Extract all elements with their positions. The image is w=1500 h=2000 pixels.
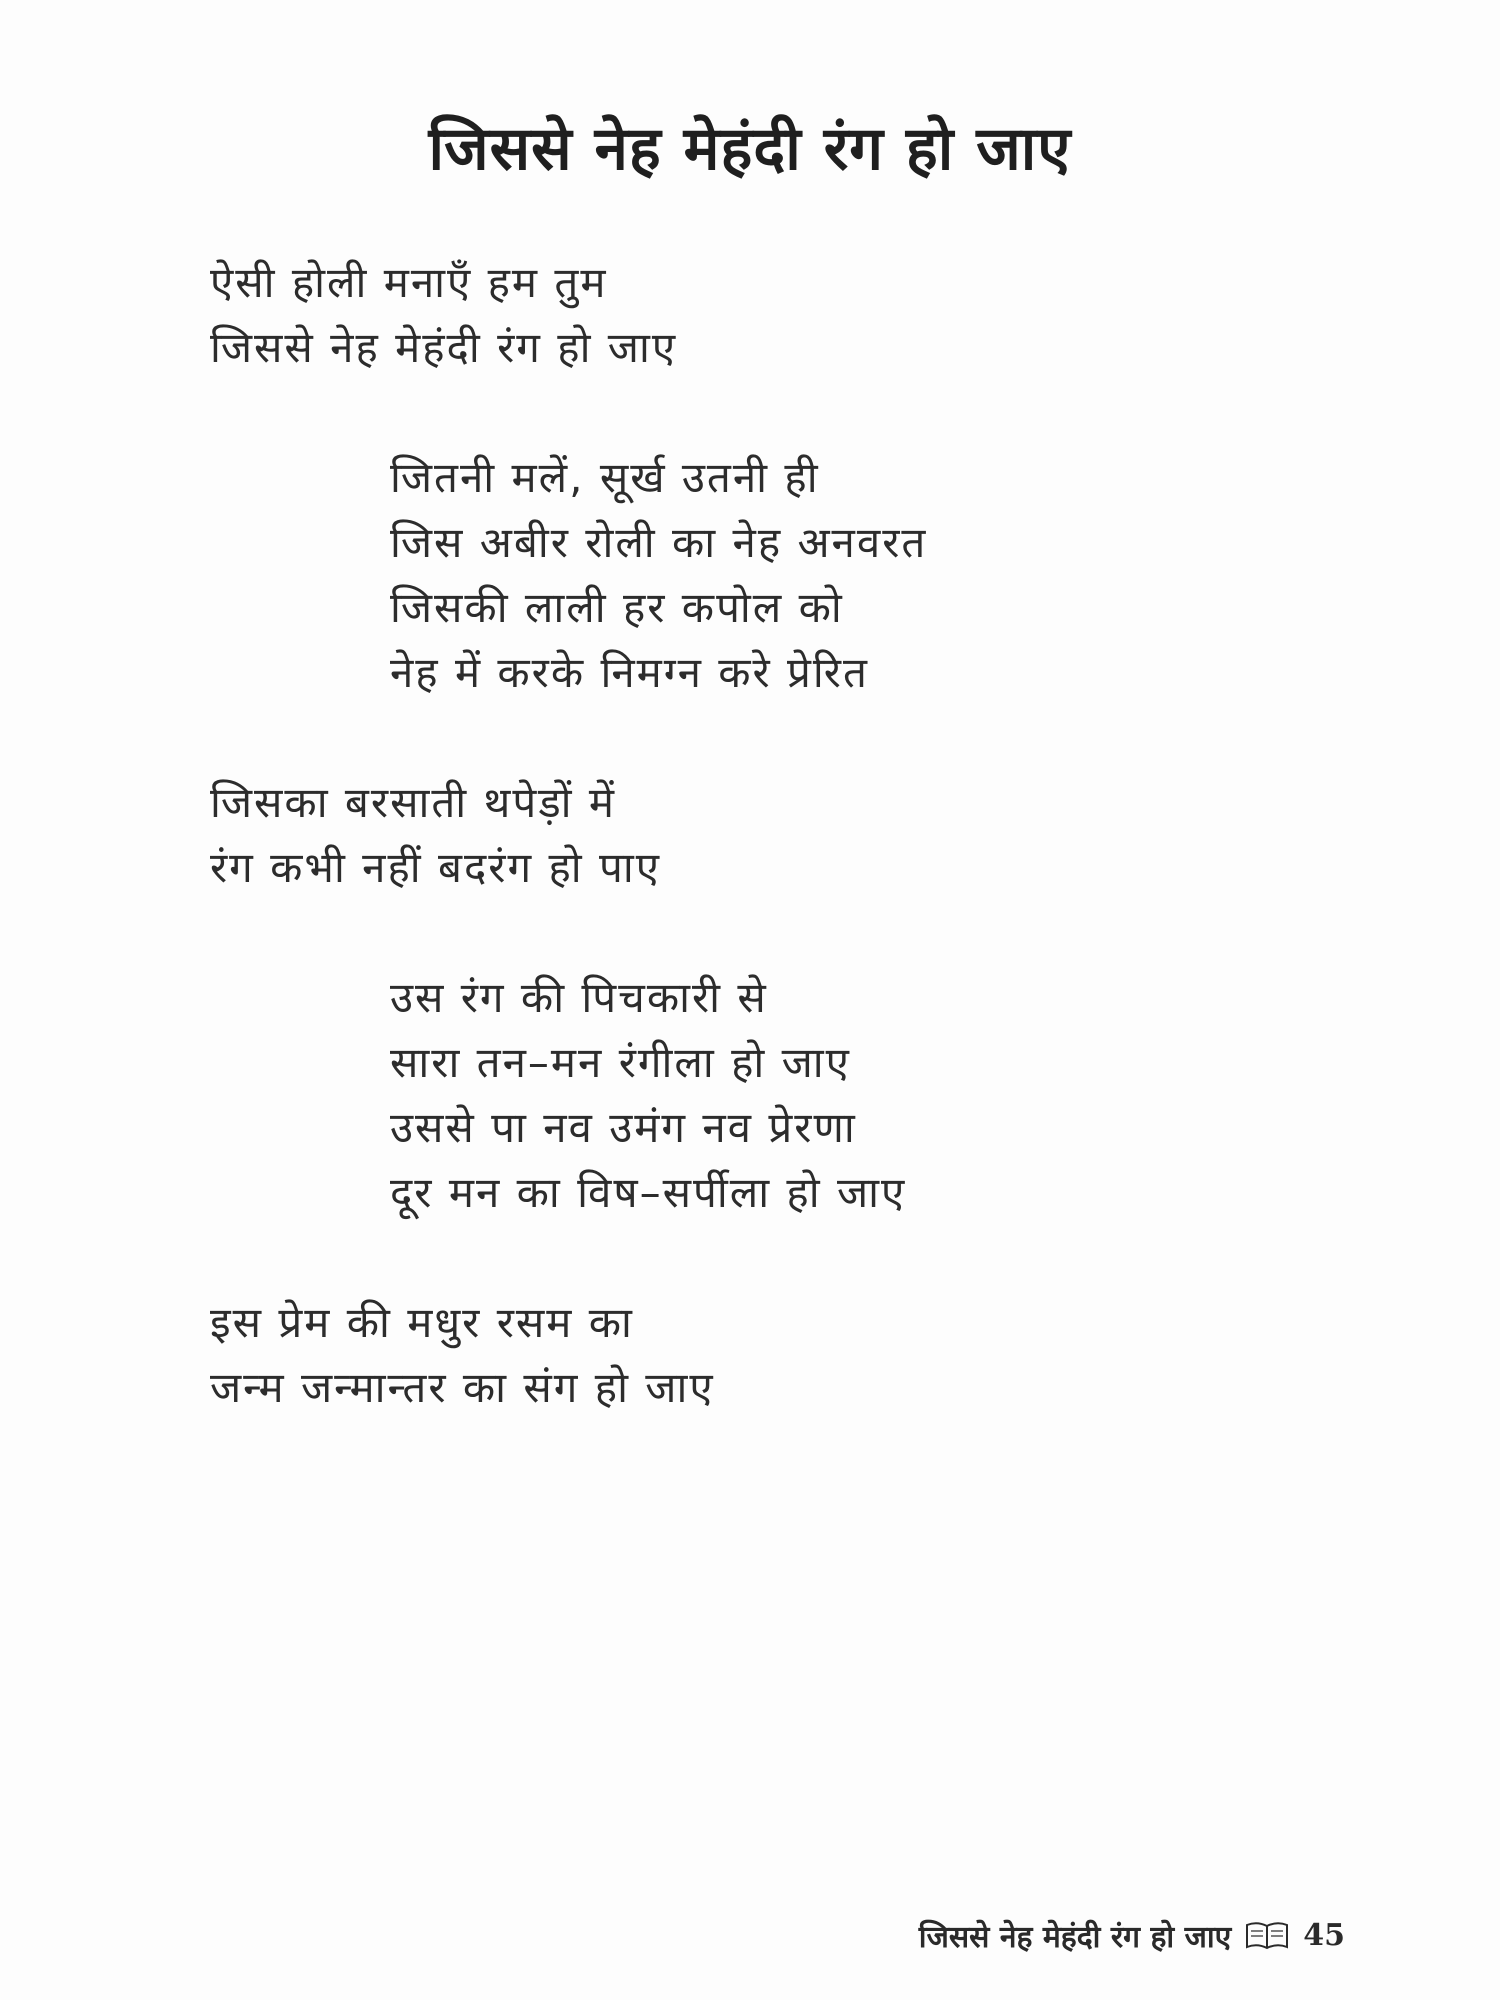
poem-line: इस प्रेम की मधुर रसम का [210,1298,634,1347]
poem-line: नेह में करके निमग्न करे प्रेरित [390,648,869,697]
poem-line: जितनी मलें, सूर्ख उतनी ही [390,453,820,502]
poem-body [210,250,1310,1485]
poem-line: उस रंग की पिचकारी से [390,973,768,1022]
page-number: 45 [1303,1918,1345,1953]
poem-line: जिस अबीर रोली का नेह अनवरत [390,518,928,567]
poem-line: उससे पा नव उमंग नव प्रेरणा [390,1103,857,1152]
poem-line: दूर मन का विष–सर्पीला हो जाए [390,1168,907,1217]
page-footer [919,1915,1345,1956]
running-title: जिससे नेह मेहंदी रंग हो जाए [918,1920,1232,1955]
poem-line: जिससे नेह मेहंदी रंग हो जाए [210,323,678,372]
poem-line: जिसकी लाली हर कपोल को [390,583,844,632]
poem-line: सारा तन–मन रंगीला हो जाए [390,1038,851,1087]
poem-line: रंग कभी नहीं बदरंग हो पाए [210,843,661,892]
poem-line: जिसका बरसाती थपेड़ों में [210,778,617,827]
poem-line: ऐसी होली मनाएँ हम तुम [210,258,608,307]
stanza-3 [210,770,1310,900]
poem-line: जन्म जन्मान्तर का संग हो जाए [210,1363,715,1412]
open-book-icon [1245,1921,1289,1951]
stanza-2 [390,445,1310,705]
stanza-5 [210,1290,1310,1420]
stanza-1 [210,250,1310,380]
poem-title: जिससे नेह मेहंदी रंग हो जाए [428,114,1072,184]
stanza-4 [390,965,1310,1225]
